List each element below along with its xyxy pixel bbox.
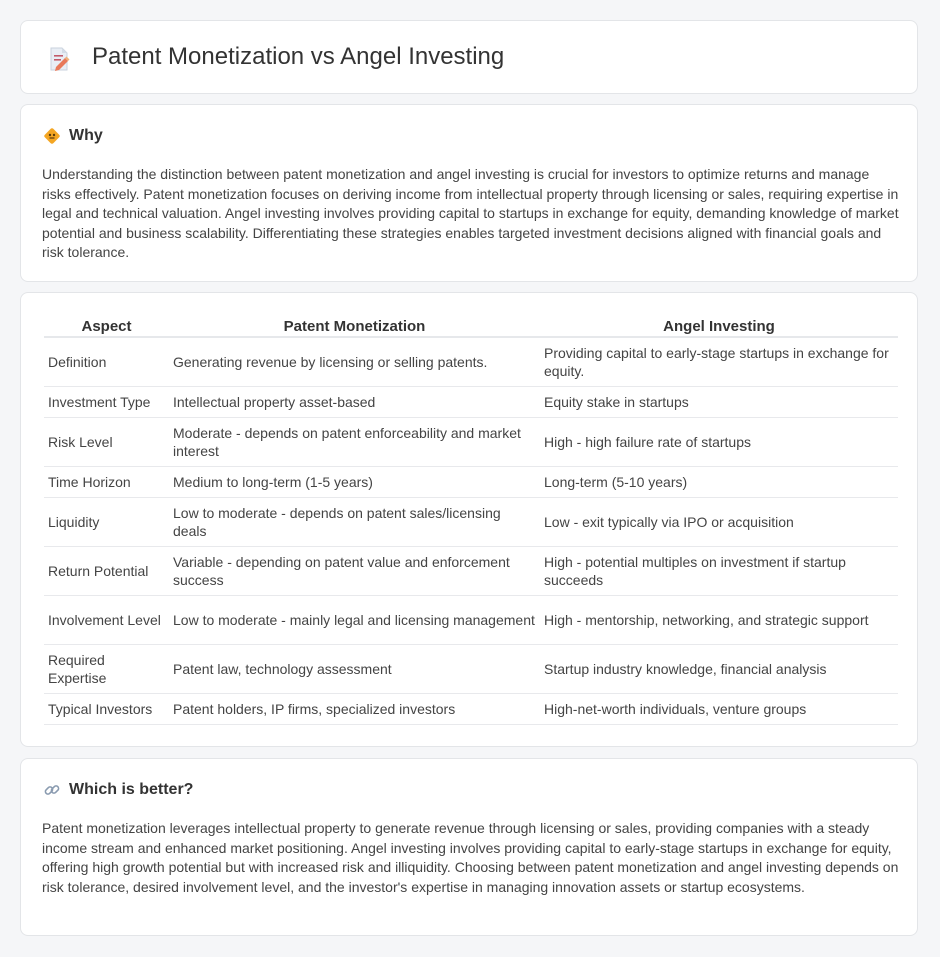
page-title: Patent Monetization vs Angel Investing — [92, 43, 505, 70]
table-row — [44, 467, 898, 498]
patent-cell: Generating revenue by licensing or selling patents. — [169, 337, 540, 387]
aspect-cell: Return Potential — [44, 547, 169, 596]
table-row — [44, 337, 898, 387]
table-row — [44, 418, 898, 467]
aspect-cell: Typical Investors — [44, 694, 169, 725]
angel-cell: Providing capital to early-stage startups in exchange for equity. — [540, 337, 898, 387]
aspect-cell: Liquidity — [44, 498, 169, 547]
aspect-cell: Time Horizon — [44, 467, 169, 498]
angel-cell: High - mentorship, networking, and strategic support — [540, 596, 898, 645]
header-angel-investing: Angel Investing — [540, 315, 898, 337]
angel-cell: High-net-worth individuals, venture groups — [540, 694, 898, 725]
why-section — [20, 104, 918, 282]
angel-cell: Low - exit typically via IPO or acquisition — [540, 498, 898, 547]
table-row — [44, 547, 898, 596]
comparison-table — [44, 315, 898, 725]
which-is-better-section — [20, 758, 918, 936]
patent-cell: Medium to long-term (1-5 years) — [169, 467, 540, 498]
aspect-cell: Involvement Level — [44, 596, 169, 645]
diamond-sign-icon — [43, 127, 61, 145]
table-row — [44, 694, 898, 725]
patent-cell: Low to moderate - depends on patent sales/licensing deals — [169, 498, 540, 547]
table-row — [44, 596, 898, 645]
header-aspect: Aspect — [44, 315, 169, 337]
angel-cell: High - high failure rate of startups — [540, 418, 898, 467]
why-heading — [43, 127, 103, 145]
why-paragraph: Understanding the distinction between patent monetization and angel investing is crucial for investors to optimize returns and manage risks effectively. Patent monetization focuses on deriving income from intellectual property through licensing or sales, requiring expertise in legal and technical valuation. Angel investing involves providing capital to startups in exchange for equity, demanding knowledge of market potential and business scalability. Differentiating these strategies enables targeted investment decisions aligned with financial goals and risk tolerance. — [42, 166, 899, 260]
header-card — [20, 20, 918, 94]
comparison-section — [20, 292, 918, 747]
patent-cell: Patent holders, IP firms, specialized investors — [169, 694, 540, 725]
table-header-row — [44, 315, 898, 337]
table-row — [44, 645, 898, 694]
angel-cell: Long-term (5-10 years) — [540, 467, 898, 498]
edit-document-icon — [47, 46, 71, 72]
header-patent-monetization: Patent Monetization — [169, 315, 540, 337]
why-title: Why — [69, 127, 103, 144]
better-paragraph: Patent monetization leverages intellectual property to generate revenue through licensing or sales, providing companies with a steady income stream and enhanced market positioning. Angel investing involves providing capital to early-stage startups in exchange for equity, offering high growth potential but with increased risk and illiquidity. Choosing between patent monetization and angel investing depends on risk tolerance, desired involvement level, and the investor's expertise in managing innovation assets or startup ecosystems. — [42, 820, 899, 895]
aspect-cell: Definition — [44, 337, 169, 387]
angel-cell: High - potential multiples on investment if startup succeeds — [540, 547, 898, 596]
better-title: Which is better? — [69, 781, 194, 798]
patent-cell: Patent law, technology assessment — [169, 645, 540, 694]
aspect-cell: Risk Level — [44, 418, 169, 467]
better-heading — [43, 781, 193, 799]
patent-cell: Low to moderate - mainly legal and licensing management — [169, 596, 540, 645]
table-row — [44, 387, 898, 418]
patent-cell: Intellectual property asset-based — [169, 387, 540, 418]
aspect-cell: Required Expertise — [44, 645, 169, 694]
table-row — [44, 498, 898, 547]
link-icon — [43, 781, 61, 799]
patent-cell: Moderate - depends on patent enforceability and market interest — [169, 418, 540, 467]
patent-cell: Variable - depending on patent value and enforcement success — [169, 547, 540, 596]
angel-cell: Startup industry knowledge, financial analysis — [540, 645, 898, 694]
angel-cell: Equity stake in startups — [540, 387, 898, 418]
aspect-cell: Investment Type — [44, 387, 169, 418]
